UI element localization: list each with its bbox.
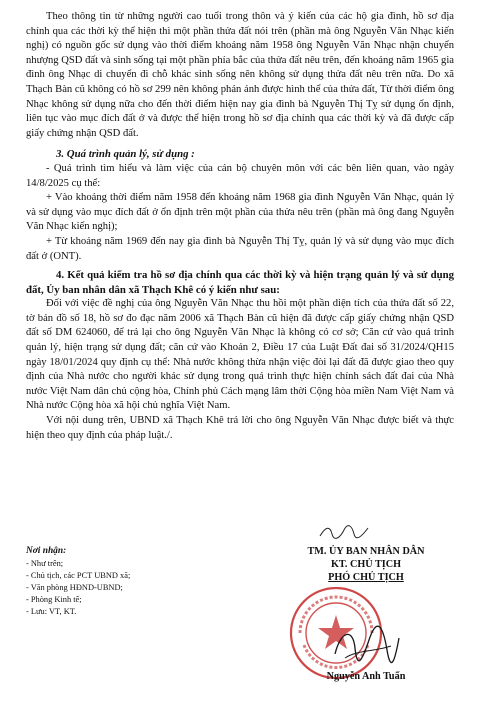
signer-block xyxy=(266,545,466,584)
signer-title: PHÓ CHỦ TỊCH xyxy=(328,572,404,583)
recipient-item: - Văn phòng HĐND-UBND; xyxy=(26,583,123,592)
handwritten-signature xyxy=(331,620,401,670)
paragraph-period-1958: + Vào khoảng thời điểm năm 1958 đến khoảng năm 1968 gia đình Nguyễn Văn Nhạc, quản lý và sử dụng vào mục đích đất ở ổn định trên một phần của thửa nêu trên (phần mà ông đang Nguyễn Văn Nhạc kiến nghị); xyxy=(26,192,454,233)
paragraph-period-1969: + Từ khoảng năm 1969 đến nay gia đình bà Nguyễn Thị Tỵ, quản lý và sử dụng vào mục đích đất ở (ONT). xyxy=(26,235,454,262)
footer-section xyxy=(26,545,466,705)
paragraph-origin: Theo thông tin từ những người cao tuổi trong thôn và ý kiến của các hộ gia đình, hồ sơ địa chính qua các thời kỳ thể hiện thì một phần thửa đất nói trên (phần mà ông Nguyễn Văn Nhạc kiến nghị) có nguồn gốc sử dụng vào thời điểm khoảng năm 1958 ông Nguyễn Văn Nhạc nhận chuyển nhượng QSD đất và sinh sống tại một phần phía bắc của thửa đất nêu trên, đến khoảng năm 1965 gia đình ông Nhạc di chuyển đi chỗ khác sinh sống nên không sử dụng thửa đất nêu trên nữa. Do xã Thạch Bàn cũ không có hồ sơ 299 nên không phản ánh được hình thể của thửa đất, Từ thời điểm ông Nhạc không sử dụng nữa cho đến thời điểm hiện nay gia đình bà Nguyễn Thị Tỵ sử dụng ổn định, liên tục vào mục đích đất ở và được thể hiện trong hồ sơ địa chính qua các thời kỳ và đã được cấp giấy chứng nhận QSD đất. xyxy=(26,11,454,139)
initial-signature xyxy=(318,522,370,542)
recipients-block xyxy=(26,545,246,618)
section-3-heading: 3. Quá trình quản lý, sử dụng : xyxy=(56,148,195,161)
paragraph-conclusion: Đối với việc đề nghị của ông Nguyễn Văn Nhạc thu hồi một phần diện tích của thửa đất số 22, tờ bản đồ số 18, hồ sơ đo đạc năm 2006 xã Thạch Bàn cũ hiện đã được cấp giấy chứng nhận QSD đất số DM 624060, để trả lại cho ông Nguyễn Văn Nhạc là không có cơ sở; Căn cứ vào quá trình quản lý, hiện trạng sử dụng đất; căn cứ vào Khoản 2, Điều 17 của Luật Đất đai số 31/2024/QH15 ngày 18/01/2024 quy định cụ thể: Nhà nước không thừa nhận việc đòi lại đất đã được giao theo quy định của Nhà nước cho người khác sử dụng trong quá trình thực hiện chính sách đất đai của Nhà nước Việt Nam dân chủ cộng hòa, Chính phủ Cách mạng lâm thời Cộng hòa miền Nam Việt Nam và Nhà nước Cộng hòa xã hội chủ nghĩa Việt Nam. xyxy=(26,298,454,412)
recipient-item: - Lưu: VT, KT. xyxy=(26,607,77,616)
signer-org: TM. ỦY BAN NHÂN DÂN xyxy=(307,546,425,557)
document-body xyxy=(26,10,454,443)
recipient-item: - Như trên; xyxy=(26,559,64,568)
signer-role: KT. CHỦ TỊCH xyxy=(330,559,402,570)
recipient-item: - Phòng Kinh tế; xyxy=(26,595,82,604)
paragraph-process-intro: - Quá trình tìm hiểu và làm việc của cán bộ chuyên môn với các bên liên quan, vào ngày 14/8/2025 cụ thể: xyxy=(26,162,454,189)
recipients-title: Nơi nhận: xyxy=(26,546,67,556)
section-4-heading: 4. Kết quả kiểm tra hồ sơ địa chính qua các thời kỳ và hiện trạng quản lý và sử dụng đất, Ủy ban nhân dân xã Thạch Khê có ý kiến như sau: xyxy=(26,269,454,296)
recipient-item: - Chủ tịch, các PCT UBND xã; xyxy=(26,571,131,580)
signer-name: Nguyễn Anh Tuấn xyxy=(326,671,406,682)
paragraph-closing: Với nội dung trên, UBND xã Thạch Khê trả lời cho ông Nguyễn Văn Nhạc được biết và thực hiện theo quy định của pháp luật./. xyxy=(26,415,454,441)
